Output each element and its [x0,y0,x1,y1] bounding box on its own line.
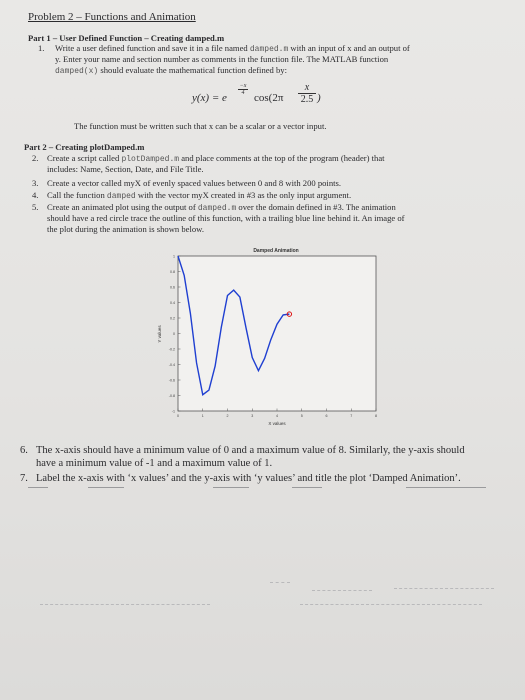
show-through-mark [270,582,290,583]
exponent-numerator: −x [239,83,247,89]
code-span: damped(x) [55,67,99,76]
pencil-mark [88,487,124,488]
pencil-mark [213,487,249,488]
equation-fraction [298,82,316,105]
y-tick-label: -0.4 [168,363,175,367]
y-tick-label: -0.6 [168,378,175,383]
text-span: Create a script called [47,153,120,163]
y-tick-label: 0.2 [170,316,175,321]
text-span: and place comments at the top of the program (header) that [181,153,385,163]
part1-note: The function must be written such that x can be a scalar or a vector input. [74,121,327,131]
item-number: 6. [20,445,28,456]
y-tick-label: 0 [173,332,175,336]
item-6 [20,444,510,472]
x-axis-label: X values [268,421,286,426]
text-line: Create a vector called myX of evenly spaced values between 0 and 8 with 200 points. [47,178,342,188]
x-tick-label: 5 [300,414,303,418]
x-tick-label: 3 [251,414,254,418]
y-tick-label: -0.2 [168,347,175,352]
y-tick-label: -1 [171,409,175,414]
plot-area [178,256,376,411]
equation-cos: cos(2π [254,92,284,104]
pencil-mark [292,487,322,488]
item-number: 7. [20,473,28,484]
code-span: damped.m [197,204,237,213]
show-through-mark [394,588,494,589]
problem-title: Problem 2 – Functions and Animation [28,11,196,23]
part2-item-3 [32,178,502,189]
chart-title: Damped Animation [253,248,299,254]
text-line: The x-axis should have a minimum value of 0 and a maximum value of 8. Similarly, the y-axis should [36,445,465,456]
pencil-mark [28,487,48,488]
item-number: 3. [32,178,39,188]
show-through-mark [432,604,482,605]
x-tick-label: 0 [177,414,179,418]
equation [192,82,392,116]
x-tick-label: 7 [350,414,353,418]
text-span: with the vector myX created in #3 as the only input argument. [137,190,352,200]
code-span: damped [106,192,136,201]
item-7 [20,472,510,486]
pencil-mark [406,487,486,488]
text-span: with an input of x and an output of [290,43,410,53]
text-line: the plot during the animation is shown below. [47,224,204,234]
item-number: 1. [38,43,45,53]
part1-heading: Part 1 – User Defined Function – Creating damped.m [28,33,225,43]
text-span: Write a user defined function and save it in a file named [55,43,248,53]
x-tick-label: 1 [201,414,204,418]
x-tick-label: 2 [226,414,229,418]
text-span: over the domain defined in #3. The animation [238,202,396,212]
part2-item-2 [32,153,502,175]
text-line: Label the x-axis with ‘x values’ and the y-axis with ‘y values’ and title the plot ‘Damped Animation’. [36,473,461,484]
equation-lhs: y(x) = e [192,92,227,104]
text-line: includes: Name, Section, Date, and File Title. [47,164,204,174]
y-tick-label: 0.4 [170,301,175,305]
exponent-denominator: 4 [241,90,245,96]
y-tick-label: 1 [173,254,175,259]
equation-exponent [238,83,248,96]
text-span: Create an animated plot using the output of [47,202,196,212]
item-number: 5. [32,202,39,212]
y-tick-label: -0.8 [168,394,175,398]
x-tick-label: 6 [325,414,328,418]
fraction-denominator: 2.5 [300,94,314,105]
code-span: plotDamped.m [121,155,180,164]
code-span: damped.m [249,45,289,54]
item-number: 4. [32,190,39,200]
text-line: have a minimum value of -1 and a maximum value of 1. [36,458,273,469]
equation-close: ) [317,92,321,104]
y-tick-label: 0.8 [170,270,175,274]
text-span: Call the function [47,190,105,200]
part2-heading: Part 2 – Creating plotDamped.m [24,142,145,152]
part2-item-5 [32,202,507,236]
show-through-mark [300,604,430,605]
y-tick-label: 0.6 [170,285,175,290]
x-tick-label: 8 [375,414,377,418]
text-line: y. Enter your name and section number as comments in the function file. The MATLAB function [55,54,389,64]
x-tick-label: 4 [276,414,278,418]
text-line: should have a red circle trace the outline of this function, with a trailing blue line behind it. An image of [47,213,405,223]
item-number: 2. [32,153,39,163]
damped-animation-chart [150,244,415,444]
part2-item-4 [32,190,502,201]
show-through-mark [312,590,372,591]
y-axis-label: Y values [157,325,162,343]
text-span: should evaluate the mathematical function defined by: [100,65,287,75]
show-through-mark [40,604,210,605]
fraction-numerator: x [298,82,316,94]
